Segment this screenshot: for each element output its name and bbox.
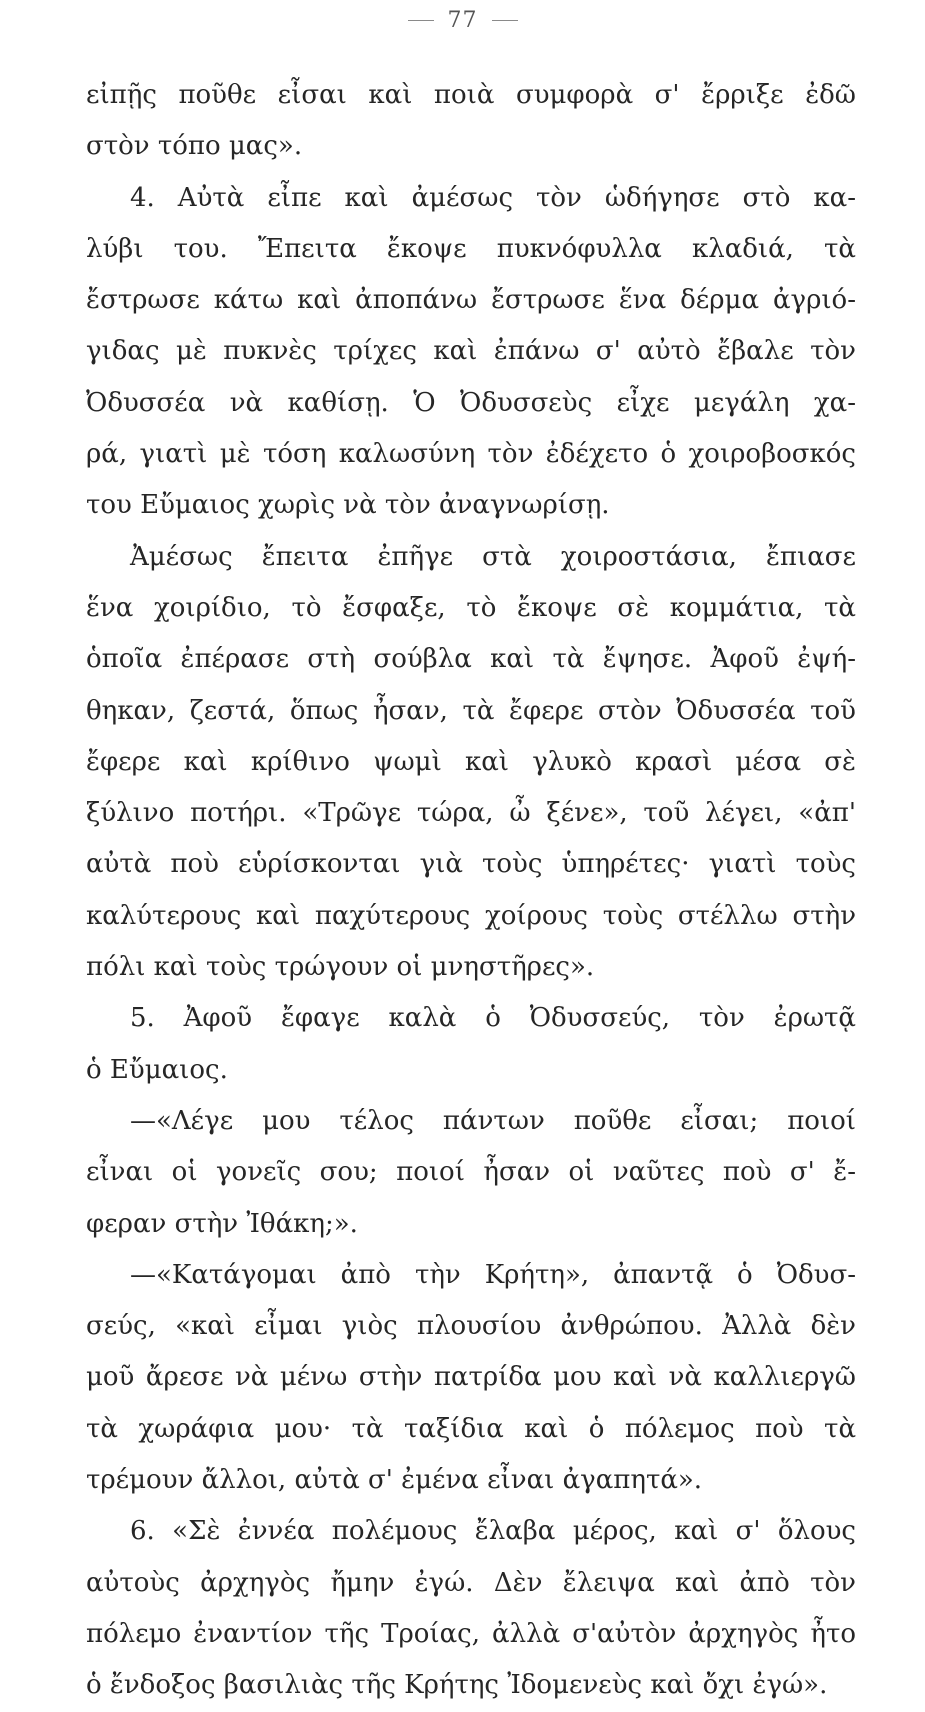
text-line: εἰπῇς ποῦθε εἶσαι καὶ ποιὰ συμφορὰ σ' ἔρριξε ἐδῶ <box>86 80 856 110</box>
text-line: εἶναι οἱ γονεῖς σου; ποιοί ἦσαν οἱ ναῦτες ποὺ σ' ἔ- <box>86 1157 856 1188</box>
text-line: φεραν στὴν Ἰθάκη;». <box>86 1208 358 1239</box>
body-text <box>86 70 856 1712</box>
text-line: Ἀμέσως ἔπειτα ἐπῆγε στὰ χοιροστάσια, ἔπιασε <box>130 541 856 572</box>
header-rule-right <box>492 20 518 21</box>
text-line: ἔστρωσε κάτω καὶ ἀποπάνω ἔστρωσε ἕνα δέρμα ἀγριό- <box>86 285 856 316</box>
text-line: πόλεμο ἐναντίον τῆς Τροίας, ἀλλὰ σ'αὐτὸν ἀρχηγὸς ἦτο <box>86 1618 856 1649</box>
text-line: αὐτὰ ποὺ εὑρίσκονται γιὰ τοὺς ὑπηρέτες· γιατὶ τοὺς <box>86 849 856 880</box>
text-line: ὁποῖα ἐπέρασε στὴ σούβλα καὶ τὰ ἔψησε. Ἀφοῦ ἐψή- <box>86 644 856 675</box>
text-line: τρέμουν ἄλλοι, αὐτὰ σ' ἐμένα εἶναι ἀγαπητά». <box>86 1465 703 1496</box>
text-line: ἕνα χοιρίδιο, τὸ ἔσφαξε, τὸ ἔκοψε σὲ κομμάτια, τὰ <box>86 592 856 623</box>
text-line: 6. «Σὲ ἐννέα πολέμους ἔλαβα μέρος, καὶ σ' ὅλους <box>130 1516 856 1547</box>
text-line: ὁ ἔνδοξος βασιλιὰς τῆς Κρήτης Ἰδομενεὺς καὶ ὄχι ἐγώ». <box>86 1670 828 1701</box>
text-line: —«Κατάγομαι ἀπὸ τὴν Κρήτη», ἀπαντᾷ ὁ Ὀδυσ- <box>130 1259 856 1290</box>
text-line: 4. Αὐτὰ εἶπε καὶ ἀμέσως τὸν ὡδήγησε στὸ κα- <box>130 182 856 213</box>
text-line: λύβι του. Ἔπειτα ἔκοψε πυκνόφυλλα κλαδιά, τὰ <box>86 233 856 264</box>
page-header <box>0 6 925 34</box>
text-line: στὸν τόπο μας». <box>86 131 303 162</box>
text-line: γιδας μὲ πυκνὲς τρίχες καὶ ἐπάνω σ' αὐτὸ ἔβαλε τὸν <box>86 336 856 367</box>
text-line: 5. Ἀφοῦ ἔφαγε καλὰ ὁ Ὀδυσσεύς, τὸν ἐρωτᾷ <box>130 1003 856 1034</box>
text-line: του Εὔμαιος χωρὶς νὰ τὸν ἀναγνωρίσῃ. <box>86 490 610 521</box>
text-line: ρά, γιατὶ μὲ τόση καλωσύνη τὸν ἐδέχετο ὁ χοιροβοσκός <box>86 439 856 470</box>
text-line: Ὀδυσσέα νὰ καθίσῃ. Ὁ Ὀδυσσεὺς εἶχε μεγάλη χα- <box>86 387 856 418</box>
text-line: ὁ Εὔμαιος. <box>86 1054 228 1085</box>
text-line: —«Λέγε μου τέλος πάντων ποῦθε εἶσαι; ποιοί <box>130 1105 856 1136</box>
text-line: αὐτοὺς ἀρχηγὸς ἤμην ἐγώ. Δὲν ἔλειψα καὶ ἀπὸ τὸν <box>86 1567 856 1598</box>
text-line: σεύς, «καὶ εἶμαι γιὸς πλουσίου ἀνθρώπου. Ἀλλὰ δὲν <box>86 1311 856 1342</box>
text-line: τὰ χωράφια μου· τὰ ταξίδια καὶ ὁ πόλεμος ποὺ τὰ <box>86 1413 856 1444</box>
text-line: ἔφερε καὶ κρίθινο ψωμὶ καὶ γλυκὸ κρασὶ μέσα σὲ <box>86 746 856 777</box>
text-line: πόλι καὶ τοὺς τρώγουν οἱ μνηστῆρες». <box>86 952 595 983</box>
header-rule-left <box>408 20 434 21</box>
text-line: καλύτερους καὶ παχύτερους χοίρους τοὺς στέλλω στὴν <box>86 900 856 931</box>
text-line: θηκαν, ζεστά, ὅπως ἦσαν, τὰ ἔφερε στὸν Ὀδυσσέα τοῦ <box>86 695 856 726</box>
text-line: ξύλινο ποτήρι. «Τρῶγε τώρα, ὦ ξένε», τοῦ λέγει, «ἀπ' <box>86 798 856 829</box>
page-number: 77 <box>447 7 478 33</box>
text-line: μοῦ ἄρεσε νὰ μένω στὴν πατρίδα μου καὶ νὰ καλλιεργῶ <box>86 1362 856 1393</box>
